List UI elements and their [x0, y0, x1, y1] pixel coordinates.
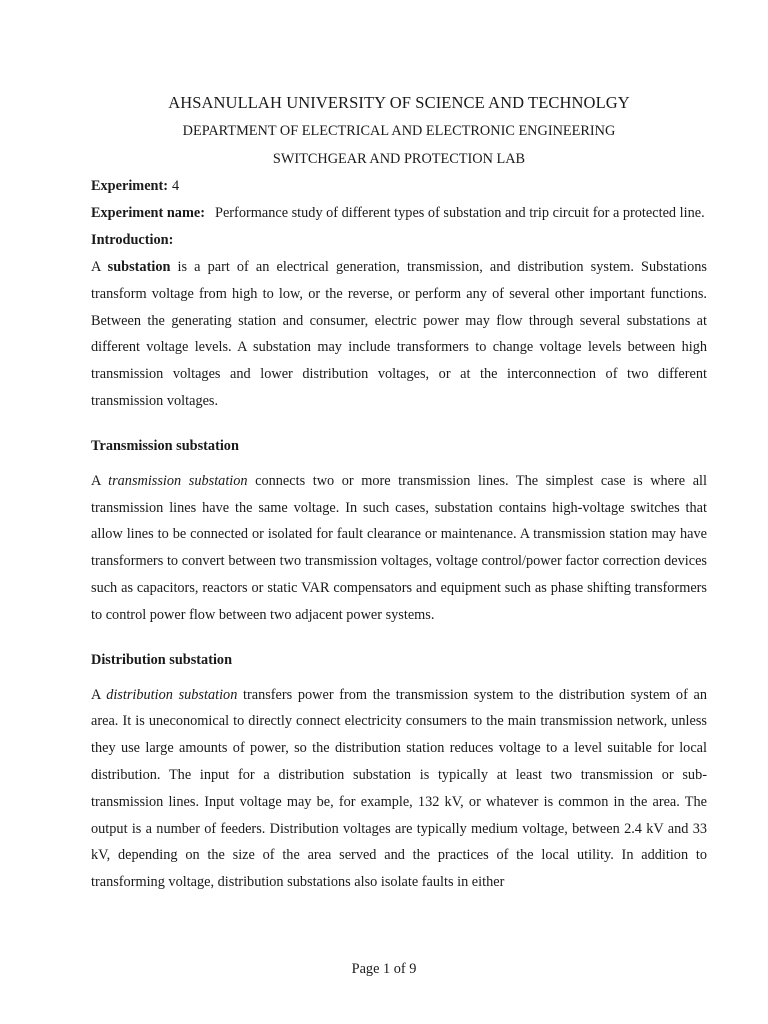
transmission-paragraph — [91, 468, 707, 629]
transmission-heading: Transmission substation — [91, 437, 239, 454]
experiment-number-label: Experiment: — [91, 178, 169, 194]
section-spacer — [91, 629, 707, 647]
distribution-paragraph — [91, 682, 707, 896]
experiment-name-label: Experiment name: — [91, 205, 205, 221]
page-number-footer: Page 1 of 9 — [351, 961, 417, 977]
section-spacer — [91, 415, 707, 433]
introduction-heading: Introduction: — [91, 232, 174, 248]
experiment-name-value: Performance study of different types of substation and trip circuit for a protected line. — [215, 205, 705, 221]
page-content — [91, 91, 707, 896]
intro-term-substation: substation — [107, 259, 171, 275]
heading-spacer — [91, 460, 707, 468]
distribution-heading: Distribution substation — [91, 651, 233, 668]
transmission-text-start: A — [91, 472, 109, 489]
university-title: AHSANULLAH UNIVERSITY OF SCIENCE AND TECHNOLGY — [168, 93, 630, 112]
experiment-number-value: 4 — [172, 178, 180, 194]
heading-spacer — [91, 674, 707, 682]
department-title: DEPARTMENT OF ELECTRICAL AND ELECTRONIC ENGINEERING — [182, 123, 616, 139]
experiment-name-row — [91, 200, 707, 227]
experiment-number-row — [91, 173, 707, 200]
transmission-text-rest: connects two or more transmission lines. The simplest case is where all transmission lines have the same voltage. In such cases, substation contains high-voltage switches that allow lines to be connected or isolated for fault clearance or maintenance. A transmission station may have transformers to convert between two transmission voltages, voltage control/power factor correction devices such as capacitors, reactors or static VAR compensators and equipment such as phase shifting transformers to control power flow between two adjacent power systems. — [91, 472, 707, 623]
lab-title: SWITCHGEAR AND PROTECTION LAB — [272, 151, 526, 167]
distribution-text-start: A — [91, 686, 107, 703]
distribution-text-rest: transfers power from the transmission system to the distribution system of an area. It is uneconomical to directly connect electricity consumers to the main transmission network, unless they use large amounts of power, so the distribution station reduces voltage to a level suitable for local distribution. The input for a distribution substation is typically at least two transmission or sub-transmission lines. Input voltage may be, for example, 132 kV, or whatever is common in the area. The output is a number of feeders. Distribution voltages are typically medium voltage, between 2.4 kV and 33 kV, depending on the size of the area served and the practices of the local utility. In addition to transforming voltage, distribution substations also isolate faults in either — [91, 686, 707, 891]
transmission-term: transmission substation — [108, 472, 248, 489]
intro-text-rest: is a part of an electrical generation, transmission, and distribution system. Substations transform voltage from high to low, or the reverse, or perform any of several other important functions. Between the generating station and consumer, electric power may flow through several substations at different voltage levels. A substation may include transformers to change voltage levels between high transmission voltages and lower distribution voltages, or at the interconnection of two different transmission voltages. — [91, 259, 707, 409]
introduction-paragraph — [91, 254, 707, 415]
distribution-term: distribution substation — [106, 686, 238, 703]
intro-text-start: A — [91, 259, 108, 275]
